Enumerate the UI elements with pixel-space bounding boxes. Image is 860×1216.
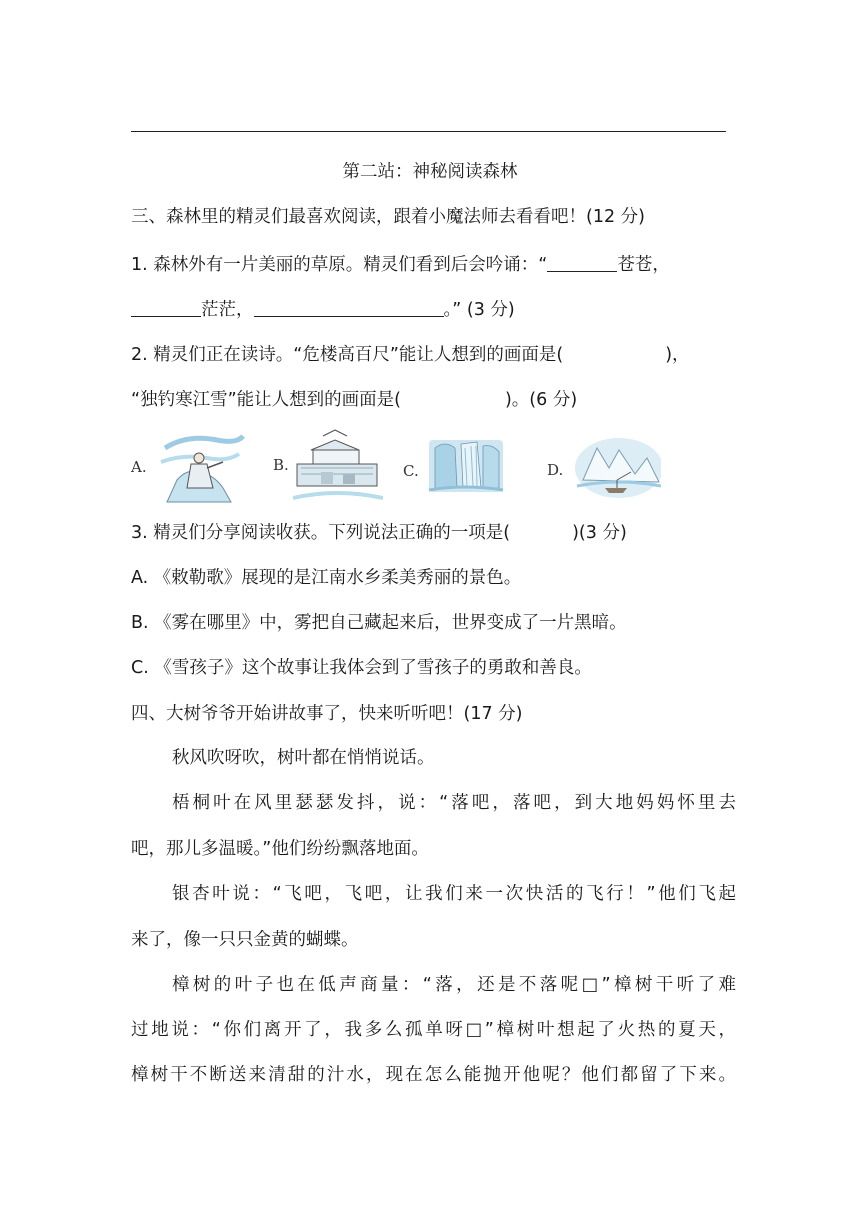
q3-item1-line2 — [131, 298, 515, 321]
q3-item3-choice-c[interactable]: C. 《雪孩子》这个故事让我体会到了雪孩子的勇敢和善良。 — [131, 658, 592, 678]
q3-item3-text-b: )(3 分) — [572, 523, 627, 543]
passage-para-1: 秋风吹呀吹，树叶都在悄悄说话。 — [172, 748, 435, 768]
q3-heading: 三、森林里的精灵们最喜欢阅读，跟着小魔法师去看看吧！(12 分) — [131, 207, 645, 227]
picture-option-d[interactable] — [547, 428, 671, 504]
q3-item1-blank-1[interactable] — [547, 253, 617, 272]
q3-item2-line1 — [131, 344, 690, 366]
q3-item1-text-d: 。” (3 分) — [443, 300, 515, 320]
picture-option-c[interactable] — [403, 428, 523, 504]
q3-item2-line2 — [131, 389, 577, 411]
option-letter-c: C. — [403, 462, 419, 480]
q3-item2-text-a: 2. 精灵们正在读诗。“危楼高百尺”能让人想到的画面是( — [131, 345, 564, 365]
q3-item3-choice-b[interactable]: B. 《雾在哪里》中，雾把自己藏起来后，世界变成了一片黑暗。 — [131, 613, 627, 633]
q4-heading: 四、大树爷爷开始讲故事了，快来听听吧！(17 分) — [131, 704, 523, 724]
passage-para-4-line-1: 樟树的叶子也在低声商量：“落，还是不落呢□”樟树干听了难 — [172, 975, 736, 995]
q3-item1-blank-2[interactable] — [131, 298, 201, 317]
passage-para-4-line-3: 樟树干不断送来清甜的汁水，现在怎么能抛开他呢？他们都留了下来。 — [131, 1065, 736, 1085]
q3-item1-line1 — [131, 253, 670, 276]
q3-item1-text-b: 苍苍， — [617, 255, 670, 275]
snowy-river-fisherman-icon — [569, 428, 661, 504]
passage-para-3-line-1: 银杏叶说：“飞吧，飞吧，让我们来一次快活的飞行！”他们飞起 — [172, 884, 736, 904]
q3-item1-text-c: 茫茫， — [201, 300, 254, 320]
waterfall-icon — [425, 428, 505, 504]
q3-item2-text-c: “独钓寒江雪”能让人想到的画面是( — [131, 390, 401, 410]
section-title: 第二站：神秘阅读森林 — [342, 162, 518, 182]
option-letter-d: D. — [547, 461, 564, 479]
passage-para-2-line-1: 梧桐叶在风里瑟瑟发抖，说：“落吧，落吧，到大地妈妈怀里去 — [172, 793, 736, 813]
q3-item3-text-a: 3. 精灵们分享阅读收获。下列说法正确的一项是( — [131, 523, 511, 543]
picture-option-b[interactable] — [273, 428, 373, 504]
option-letter-a: A. — [131, 458, 147, 476]
q3-item3-stem — [131, 522, 627, 544]
picture-options — [131, 428, 671, 504]
top-divider — [131, 131, 726, 132]
q3-item3-choice-a[interactable]: A. 《敕勒歌》展现的是江南水乡柔美秀丽的景色。 — [131, 568, 522, 588]
q3-item1-blank-3[interactable] — [254, 298, 444, 317]
option-letter-b: B. — [273, 456, 289, 474]
q3-item1-text-a: 1. 森林外有一片美丽的草原。精灵们看到后会吟诵：“ — [131, 255, 548, 275]
q3-item2-text-d: )。(6 分) — [504, 390, 578, 410]
passage-para-3-line-2: 来了，像一只只金黄的蝴蝶。 — [131, 930, 359, 950]
tall-pavilion-icon — [293, 428, 383, 504]
q3-item2-text-b: )， — [665, 345, 690, 365]
passage-para-2-line-2: 吧，那儿多温暖。”他们纷纷飘落地面。 — [131, 839, 429, 859]
picture-option-a[interactable] — [131, 428, 231, 504]
passage-para-4-line-2: 过地说：“你们离开了，我多么孤单呀□”樟树叶想起了火热的夏天， — [131, 1020, 736, 1040]
poet-on-cliff-icon — [157, 428, 247, 504]
